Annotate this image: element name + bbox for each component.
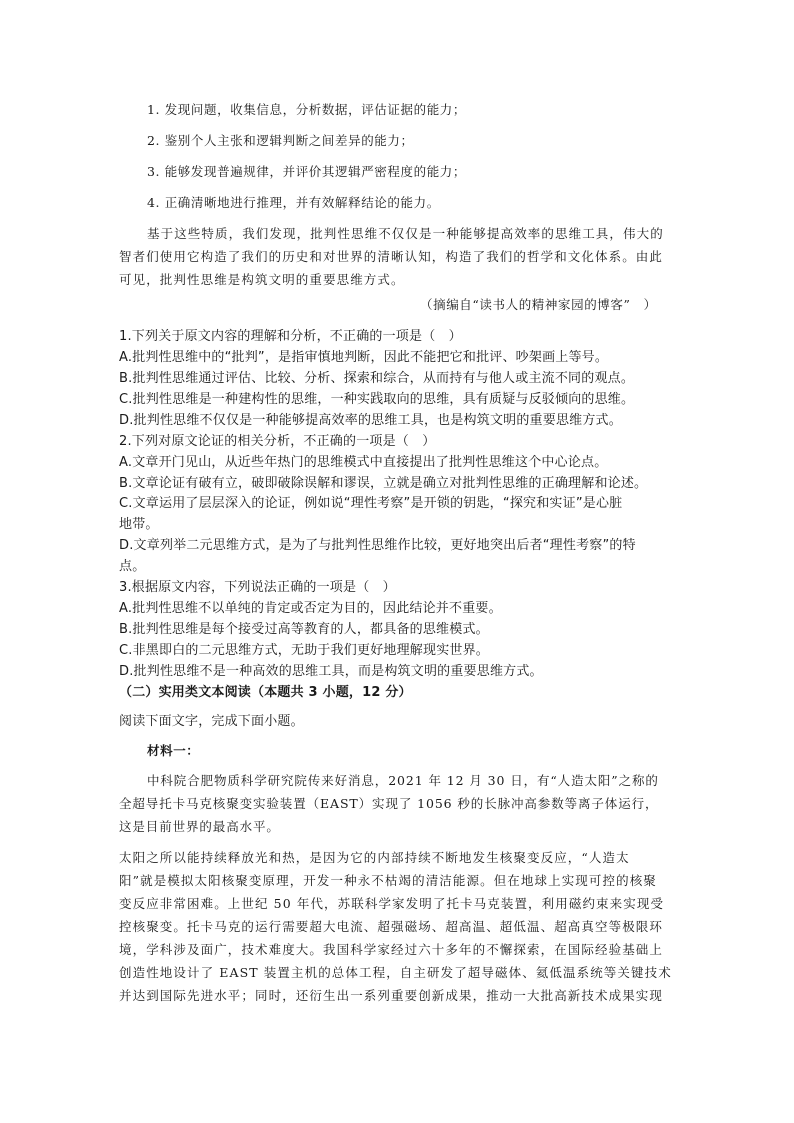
- question-stem: 1.下列关于原文内容的理解和分析，不正确的一项是（ ）: [119, 329, 462, 344]
- instruction: 阅读下面文字，完成下面小题。: [119, 714, 304, 729]
- list-item: 2. 鉴别个人主张和逻辑判断之间差异的能力；: [147, 133, 414, 148]
- paragraph-line: 阳”就是模拟太阳核聚变原理，开发一种永不枯竭的清洁能源。但在地球上实现可控的核聚: [119, 873, 657, 888]
- question-option: D.批判性思维不是一种高效的思维工具，而是构筑文明的重要思维方式。: [119, 664, 543, 679]
- question-stem: 2.下列对原文论证的相关分析，不正确的一项是（ ）: [119, 434, 436, 449]
- paragraph-line: 太阳之所以能持续释放光和热，是因为它的内部持续不断地发生核聚变反应，“人造太: [119, 850, 630, 865]
- question-option: B.文章论证有破有立，破即破除误解和谬误，立就是确立对批判性思维的正确理解和论述。: [119, 476, 648, 491]
- question-option: B.批判性思维是每个接受过高等教育的人，都具备的思维模式。: [119, 622, 489, 637]
- question-option: C.非黑即白的二元思维方式，无助于我们更好地理解现实世界。: [119, 643, 490, 658]
- question-option: A.批判性思维中的“批判”，是指审慎地判断，因此不能把它和批评、吵架画上等号。: [119, 350, 609, 365]
- paragraph-line: 这是目前世界的最高水平。: [119, 819, 280, 834]
- list-item: 1. 发现问题，收集信息，分析数据，评估证据的能力；: [147, 102, 467, 117]
- question-option: A.批判性思维不以单纯的肯定或否定为目的，因此结论并不重要。: [119, 601, 502, 616]
- question-option: B.批判性思维通过评估、比较、分析、探索和综合，从而持有与他人或主流不同的观点。: [119, 371, 635, 386]
- paragraph-line: 智者们使用它构造了我们的历史和对世界的清晰认知，构造了我们的哲学和文化体系。由此: [119, 249, 664, 264]
- question-option: D.批判性思维不仅仅是一种能够提高效率的思维工具，也是构筑文明的重要思维方式。: [119, 413, 622, 428]
- section-heading: （二）实用类文本阅读（本题共 3 小题，12 分）: [119, 685, 412, 700]
- question-option: A.文章开门见山，从近些年热门的思维模式中直接提出了批判性思维这个中心论点。: [119, 455, 608, 470]
- paragraph-line: 创造性地设计了 EAST 装置主机的总体工程，自主研发了超导磁体、氦低温系统等关键技术: [119, 965, 672, 980]
- question-option: C.文章运用了层层深入的论证，例如说“理性考察”是开锁的钥匙，“探究和实证”是心脏: [119, 496, 623, 511]
- paragraph-line: 中科院合肥物质科学研究院传来好消息，2021 年 12 月 30 日，有“人造太阳”之称的: [147, 773, 659, 788]
- paragraph-line: 可见，批判性思维是构筑文明的重要思维方式。: [119, 272, 405, 287]
- paragraph-line: 并达到国际先进水平；同时，还衍生出一系列重要创新成果，推动一大批高新技术成果实现: [119, 988, 664, 1003]
- paragraph-line: 境，学科涉及面广，技术难度大。我国科学家经过六十多年的不懈探索，在国际经验基础上: [119, 942, 664, 957]
- paragraph-line: 控核聚变。托卡马克的运行需要超大电流、超强磁场、超高温、超低温、超高真空等极限环: [119, 919, 664, 934]
- question-option: D.文章列举二元思维方式，是为了与批判性思维作比较，更好地突出后者“理性考察”的特: [119, 538, 636, 553]
- material-label: 材料一：: [147, 743, 200, 758]
- paragraph-line: 全超导托卡马克核聚变实验装置（EAST）实现了 1056 秒的长脉冲高参数等离子体运行，: [119, 796, 659, 811]
- paragraph-line: 变反应非常困难。上世纪 50 年代，苏联科学家发明了托卡马克装置，利用磁约束来实现受: [119, 896, 665, 911]
- source-note: （摘编自“读书人的精神家园的博客” ）: [420, 297, 657, 312]
- paragraph-line: 基于这些特质，我们发现，批判性思维不仅仅是一种能够提高效率的思维工具，伟大的: [147, 226, 664, 241]
- question-option-continuation: 地带。: [119, 517, 159, 532]
- question-option-continuation: 点。: [119, 559, 146, 574]
- list-item: 4. 正确清晰地进行推理，并有效解释结论的能力。: [147, 195, 440, 210]
- question-option: C.批判性思维是一种建构性的思维，一种实践取向的思维，具有质疑与反驳倾向的思维。: [119, 392, 635, 407]
- list-item: 3. 能够发现普遍规律，并评价其逻辑严密程度的能力；: [147, 164, 467, 179]
- question-stem: 3.根据原文内容，下列说法正确的一项是（ ）: [119, 580, 396, 595]
